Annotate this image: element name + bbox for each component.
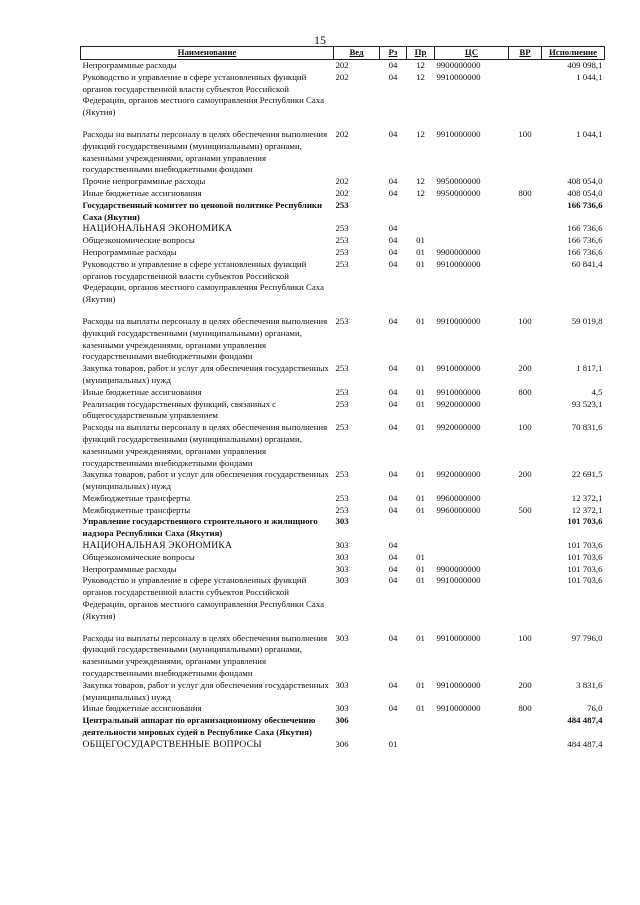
cell-vr: 500 xyxy=(518,504,532,515)
cell-rz: 04 xyxy=(388,258,398,269)
cell-name: Непрограммные расходы xyxy=(82,563,177,574)
cell-pr: 01 xyxy=(416,492,425,503)
cell-amount: 12 372,1 xyxy=(571,492,603,503)
cell-vr: 800 xyxy=(518,703,532,714)
cell-rz: 04 xyxy=(388,187,398,198)
cell-cs xyxy=(435,715,509,739)
cell-rz: 04 xyxy=(388,540,398,551)
cell-rz: 04 xyxy=(388,504,398,515)
cell-ved: 253 xyxy=(335,422,349,433)
cell-amount: 484 487,4 xyxy=(567,715,603,726)
cell-name: Управление государственного строительного и жилищного надзора Республики Саха (Якутия) xyxy=(82,516,318,539)
table-row xyxy=(81,235,605,247)
cell-pr: 12 xyxy=(416,60,425,70)
cell-rz: 01 xyxy=(388,738,398,749)
cell-amount: 101 703,6 xyxy=(567,563,603,574)
cell-ved: 253 xyxy=(335,199,349,210)
cell-cs: 9910000000 xyxy=(436,703,481,714)
cell-vr xyxy=(509,493,542,505)
cell-rz: 04 xyxy=(388,223,398,234)
table-row xyxy=(81,60,605,72)
cell-vr xyxy=(509,552,542,564)
cell-cs: 9950000000 xyxy=(436,187,481,198)
spacer-cell xyxy=(81,623,605,633)
cell-rz: 04 xyxy=(388,492,398,503)
table-row xyxy=(81,316,605,363)
cell-amount: 484 487,4 xyxy=(567,738,603,749)
cell-cs: 9960000000 xyxy=(436,504,481,515)
cell-ved: 303 xyxy=(335,632,349,643)
cell-amount: 166 736,6 xyxy=(567,199,603,210)
table-row xyxy=(81,176,605,188)
cell-pr: 01 xyxy=(416,363,425,374)
cell-vr xyxy=(509,200,542,224)
cell-pr: 01 xyxy=(416,703,425,714)
cell-cs: 9910000000 xyxy=(436,632,481,643)
cell-amount: 22 691,5 xyxy=(571,469,603,480)
cell-vr: 200 xyxy=(518,363,532,374)
cell-cs: 9910000000 xyxy=(436,128,481,139)
cell-name: Иные бюджетные ассигнования xyxy=(82,703,202,714)
cell-ved: 253 xyxy=(335,363,349,374)
cell-pr xyxy=(407,200,435,224)
cell-rz xyxy=(380,715,407,739)
cell-amount: 60 841,4 xyxy=(571,258,603,269)
cell-vr xyxy=(509,739,542,751)
cell-ved: 303 xyxy=(335,540,349,551)
column-header-ved: Вед xyxy=(334,47,380,60)
cell-vr: 200 xyxy=(518,679,532,690)
cell-cs: 9920000000 xyxy=(436,422,481,433)
cell-cs: 9910000000 xyxy=(436,386,481,397)
cell-vr: 100 xyxy=(518,128,532,139)
cell-vr: 800 xyxy=(518,187,532,198)
cell-name: Иные бюджетные ассигнования xyxy=(82,187,202,198)
table-header xyxy=(81,47,605,60)
cell-cs: 9910000000 xyxy=(436,71,481,82)
cell-cs: 9950000000 xyxy=(436,176,481,187)
table-row xyxy=(81,399,605,423)
table-row xyxy=(81,516,605,540)
cell-rz: 04 xyxy=(388,246,398,257)
cell-amount: 3 831,6 xyxy=(576,679,603,690)
cell-name: Непрограммные расходы xyxy=(82,246,177,257)
cell-cs: 9900000000 xyxy=(436,563,481,574)
cell-ved: 306 xyxy=(335,738,349,749)
cell-cs: 9920000000 xyxy=(436,469,481,480)
cell-name: Расходы на выплаты персоналу в целях обеспечения выполнения функций государственными (муниципальными) органами, казенными учреждениями, органами управления государственными внебюджетными фондами xyxy=(82,422,328,468)
table-row xyxy=(81,552,605,564)
cell-pr: 01 xyxy=(416,551,425,562)
cell-rz: 04 xyxy=(388,551,398,562)
cell-ved: 253 xyxy=(335,223,349,234)
cell-amount: 12 372,1 xyxy=(571,504,603,515)
cell-ved: 306 xyxy=(335,715,349,726)
cell-pr: 01 xyxy=(416,563,425,574)
table-row xyxy=(81,575,605,622)
cell-ved: 253 xyxy=(335,398,349,409)
cell-ved: 253 xyxy=(335,492,349,503)
cell-amount: 76,0 xyxy=(587,703,603,714)
spacer-row xyxy=(81,623,605,633)
cell-vr xyxy=(509,60,542,72)
budget-table xyxy=(80,46,605,751)
cell-rz: 04 xyxy=(388,315,398,326)
cell-pr xyxy=(407,540,435,552)
cell-vr xyxy=(509,516,542,540)
cell-name: Руководство и управление в сфере установленных функций органов государственной власти субъектов Российской Федерации, органов местного самоуправления Республики Саха (Якутия) xyxy=(82,71,324,118)
cell-pr: 01 xyxy=(416,398,425,409)
table-row xyxy=(81,739,605,751)
column-header-vr: ВР xyxy=(509,47,542,60)
cell-name: НАЦИОНАЛЬНАЯ ЭКОНОМИКА xyxy=(82,223,233,235)
cell-vr xyxy=(509,72,542,119)
cell-vr xyxy=(509,247,542,259)
cell-ved: 202 xyxy=(335,60,349,70)
cell-name: Расходы на выплаты персоналу в целях обеспечения выполнения функций государственными (муниципальными) органами, казенными учреждениями, органами управления государственными внебюджетными фондами xyxy=(82,128,328,175)
table-row xyxy=(81,259,605,306)
cell-ved: 202 xyxy=(335,176,349,187)
cell-cs: 9910000000 xyxy=(436,575,481,586)
cell-cs: 9910000000 xyxy=(436,679,481,690)
cell-rz: 04 xyxy=(388,575,398,586)
table-row xyxy=(81,129,605,176)
cell-amount: 1 817,1 xyxy=(576,363,603,374)
cell-ved: 303 xyxy=(335,563,349,574)
table-row xyxy=(81,469,605,493)
cell-pr: 01 xyxy=(416,235,425,246)
spacer-row xyxy=(81,306,605,316)
table-row xyxy=(81,387,605,399)
table-row xyxy=(81,72,605,119)
cell-rz: 04 xyxy=(388,469,398,480)
cell-ved: 253 xyxy=(335,315,349,326)
cell-amount: 101 703,6 xyxy=(567,516,603,527)
cell-amount: 59 019,8 xyxy=(571,315,603,326)
cell-pr xyxy=(407,223,435,235)
cell-name: Расходы на выплаты персоналу в целях обеспечения выполнения функций государственными (муниципальными) органами, казенными учреждениями, органами управления государственными внебюджетными фондами xyxy=(82,315,328,362)
cell-pr: 01 xyxy=(416,679,425,690)
cell-cs xyxy=(435,739,509,751)
cell-name: Межбюджетные трансферты xyxy=(82,492,191,503)
cell-vr xyxy=(509,575,542,622)
cell-ved: 253 xyxy=(335,504,349,515)
cell-vr: 200 xyxy=(518,469,532,480)
cell-name: Непрограммные расходы xyxy=(82,60,177,70)
table-row xyxy=(81,188,605,200)
table-row xyxy=(81,505,605,517)
cell-cs: 9920000000 xyxy=(436,398,481,409)
cell-name: Реализация государственных функций, связанных с общегосударственным управлением xyxy=(82,398,277,421)
table-row xyxy=(81,247,605,259)
table-row xyxy=(81,703,605,715)
cell-pr: 01 xyxy=(416,632,425,643)
table-row xyxy=(81,200,605,224)
cell-vr xyxy=(509,259,542,306)
cell-name: Межбюджетные трансферты xyxy=(82,504,191,515)
cell-pr xyxy=(407,739,435,751)
cell-amount: 408 054,0 xyxy=(567,187,603,198)
table-row xyxy=(81,564,605,576)
cell-ved: 253 xyxy=(335,258,349,269)
cell-vr xyxy=(509,564,542,576)
cell-amount: 97 796,0 xyxy=(571,632,603,643)
cell-cs: 9900000000 xyxy=(436,246,481,257)
cell-amount: 101 703,6 xyxy=(567,540,603,551)
cell-rz: 04 xyxy=(388,679,398,690)
cell-rz: 04 xyxy=(388,176,398,187)
cell-rz: 04 xyxy=(388,703,398,714)
cell-amount: 70 831,6 xyxy=(571,422,603,433)
cell-pr: 12 xyxy=(416,128,425,139)
cell-name: Расходы на выплаты персоналу в целях обеспечения выполнения функций государственными (муниципальными) органами, казенными учреждениями, органами управления государственными внебюджетными фондами xyxy=(82,632,328,679)
cell-name: Прочие непрограммные расходы xyxy=(82,176,206,187)
cell-rz: 04 xyxy=(388,422,398,433)
cell-rz xyxy=(380,516,407,540)
cell-pr xyxy=(407,516,435,540)
cell-name: Общеэкономические вопросы xyxy=(82,551,195,562)
cell-pr xyxy=(407,715,435,739)
spacer-row xyxy=(81,119,605,129)
cell-name: НАЦИОНАЛЬНАЯ ЭКОНОМИКА xyxy=(82,540,233,552)
table-body xyxy=(81,60,605,751)
cell-cs xyxy=(435,200,509,224)
cell-pr: 01 xyxy=(416,422,425,433)
cell-amount: 4,5 xyxy=(591,386,603,397)
column-header-cs: ЦС xyxy=(435,47,509,60)
cell-ved: 303 xyxy=(335,516,349,527)
cell-rz: 04 xyxy=(388,71,398,82)
cell-pr: 12 xyxy=(416,71,425,82)
table-row xyxy=(81,223,605,235)
cell-name: Закупка товаров, работ и услуг для обеспечения государственных (муниципальных) нужд xyxy=(82,679,329,702)
cell-vr: 100 xyxy=(518,422,532,433)
spacer-cell xyxy=(81,306,605,316)
cell-cs: 9910000000 xyxy=(436,315,481,326)
cell-name: ОБЩЕГОСУДАРСТВЕННЫЕ ВОПРОСЫ xyxy=(82,738,262,750)
cell-ved: 303 xyxy=(335,575,349,586)
cell-amount: 409 098,1 xyxy=(567,60,603,70)
cell-pr: 01 xyxy=(416,315,425,326)
cell-amount: 101 703,6 xyxy=(567,551,603,562)
table-row xyxy=(81,363,605,387)
cell-pr: 01 xyxy=(416,386,425,397)
column-header-pr: Пр xyxy=(407,47,435,60)
cell-ved: 303 xyxy=(335,551,349,562)
cell-cs xyxy=(435,552,509,564)
page-number: 15 xyxy=(314,33,326,47)
table-row xyxy=(81,493,605,505)
cell-cs: 9910000000 xyxy=(436,363,481,374)
cell-rz: 04 xyxy=(388,563,398,574)
cell-vr xyxy=(509,399,542,423)
cell-pr: 12 xyxy=(416,187,425,198)
cell-amount: 93 523,1 xyxy=(571,398,603,409)
cell-pr: 01 xyxy=(416,504,425,515)
cell-ved: 253 xyxy=(335,469,349,480)
column-header-rz: Рз xyxy=(380,47,407,60)
cell-rz: 04 xyxy=(388,386,398,397)
cell-cs: 9960000000 xyxy=(436,492,481,503)
cell-ved: 202 xyxy=(335,128,349,139)
cell-amount: 166 736,6 xyxy=(567,235,603,246)
cell-rz: 04 xyxy=(388,632,398,643)
cell-rz: 04 xyxy=(388,398,398,409)
cell-rz: 04 xyxy=(388,235,398,246)
cell-cs: 9900000000 xyxy=(436,60,481,70)
cell-name: Руководство и управление в сфере установленных функций органов государственной власти субъектов Российской Федерации, органов местного самоуправления Республики Саха (Якутия) xyxy=(82,258,324,305)
cell-ved: 253 xyxy=(335,386,349,397)
cell-cs xyxy=(435,223,509,235)
cell-vr: 100 xyxy=(518,315,532,326)
cell-rz: 04 xyxy=(388,60,398,70)
cell-amount: 166 736,6 xyxy=(567,246,603,257)
cell-ved: 202 xyxy=(335,187,349,198)
cell-pr: 12 xyxy=(416,176,425,187)
table-row xyxy=(81,715,605,739)
table-row xyxy=(81,633,605,680)
cell-cs xyxy=(435,235,509,247)
cell-ved: 253 xyxy=(335,246,349,257)
cell-pr: 01 xyxy=(416,258,425,269)
cell-name: Иные бюджетные ассигнования xyxy=(82,386,202,397)
cell-pr: 01 xyxy=(416,246,425,257)
cell-name: Общеэкономические вопросы xyxy=(82,235,195,246)
column-header-amount: Исполнение xyxy=(542,47,605,60)
cell-rz xyxy=(380,200,407,224)
cell-ved: 202 xyxy=(335,71,349,82)
cell-name: Государственный комитет по ценовой политике Республики Саха (Якутия) xyxy=(82,199,323,222)
cell-name: Руководство и управление в сфере установленных функций органов государственной власти субъектов Российской Федерации, органов местного самоуправления Республики Саха (Якутия) xyxy=(82,575,324,621)
column-header-name: Наименование xyxy=(81,47,334,60)
cell-pr: 01 xyxy=(416,575,425,586)
cell-vr xyxy=(509,223,542,235)
header-row xyxy=(81,47,605,60)
cell-name: Закупка товаров, работ и услуг для обеспечения государственных (муниципальных) нужд xyxy=(82,363,329,385)
cell-cs xyxy=(435,516,509,540)
cell-vr: 100 xyxy=(518,632,532,643)
cell-vr: 800 xyxy=(518,386,532,397)
cell-pr: 01 xyxy=(416,469,425,480)
cell-vr xyxy=(509,715,542,739)
table-row xyxy=(81,422,605,469)
cell-vr xyxy=(509,235,542,247)
cell-rz: 04 xyxy=(388,128,398,139)
cell-vr xyxy=(509,540,542,552)
cell-cs xyxy=(435,540,509,552)
cell-amount: 166 736,6 xyxy=(567,223,603,234)
cell-name: Центральный аппарат по организационному обеспечению деятельности мировых судей в Республике Саха (Якутия) xyxy=(82,715,316,738)
cell-amount: 408 054,0 xyxy=(567,176,603,187)
table-row xyxy=(81,680,605,704)
cell-ved: 253 xyxy=(335,235,349,246)
table-row xyxy=(81,540,605,552)
spacer-cell xyxy=(81,119,605,129)
cell-rz: 04 xyxy=(388,363,398,374)
cell-cs: 9910000000 xyxy=(436,258,481,269)
cell-amount: 1 044,1 xyxy=(576,71,603,82)
cell-amount: 101 703,6 xyxy=(567,575,603,586)
cell-vr xyxy=(509,176,542,188)
cell-ved: 303 xyxy=(335,703,349,714)
cell-name: Закупка товаров, работ и услуг для обеспечения государственных (муниципальных) нужд xyxy=(82,469,329,492)
cell-amount: 1 044,1 xyxy=(576,128,603,139)
cell-ved: 303 xyxy=(335,679,349,690)
